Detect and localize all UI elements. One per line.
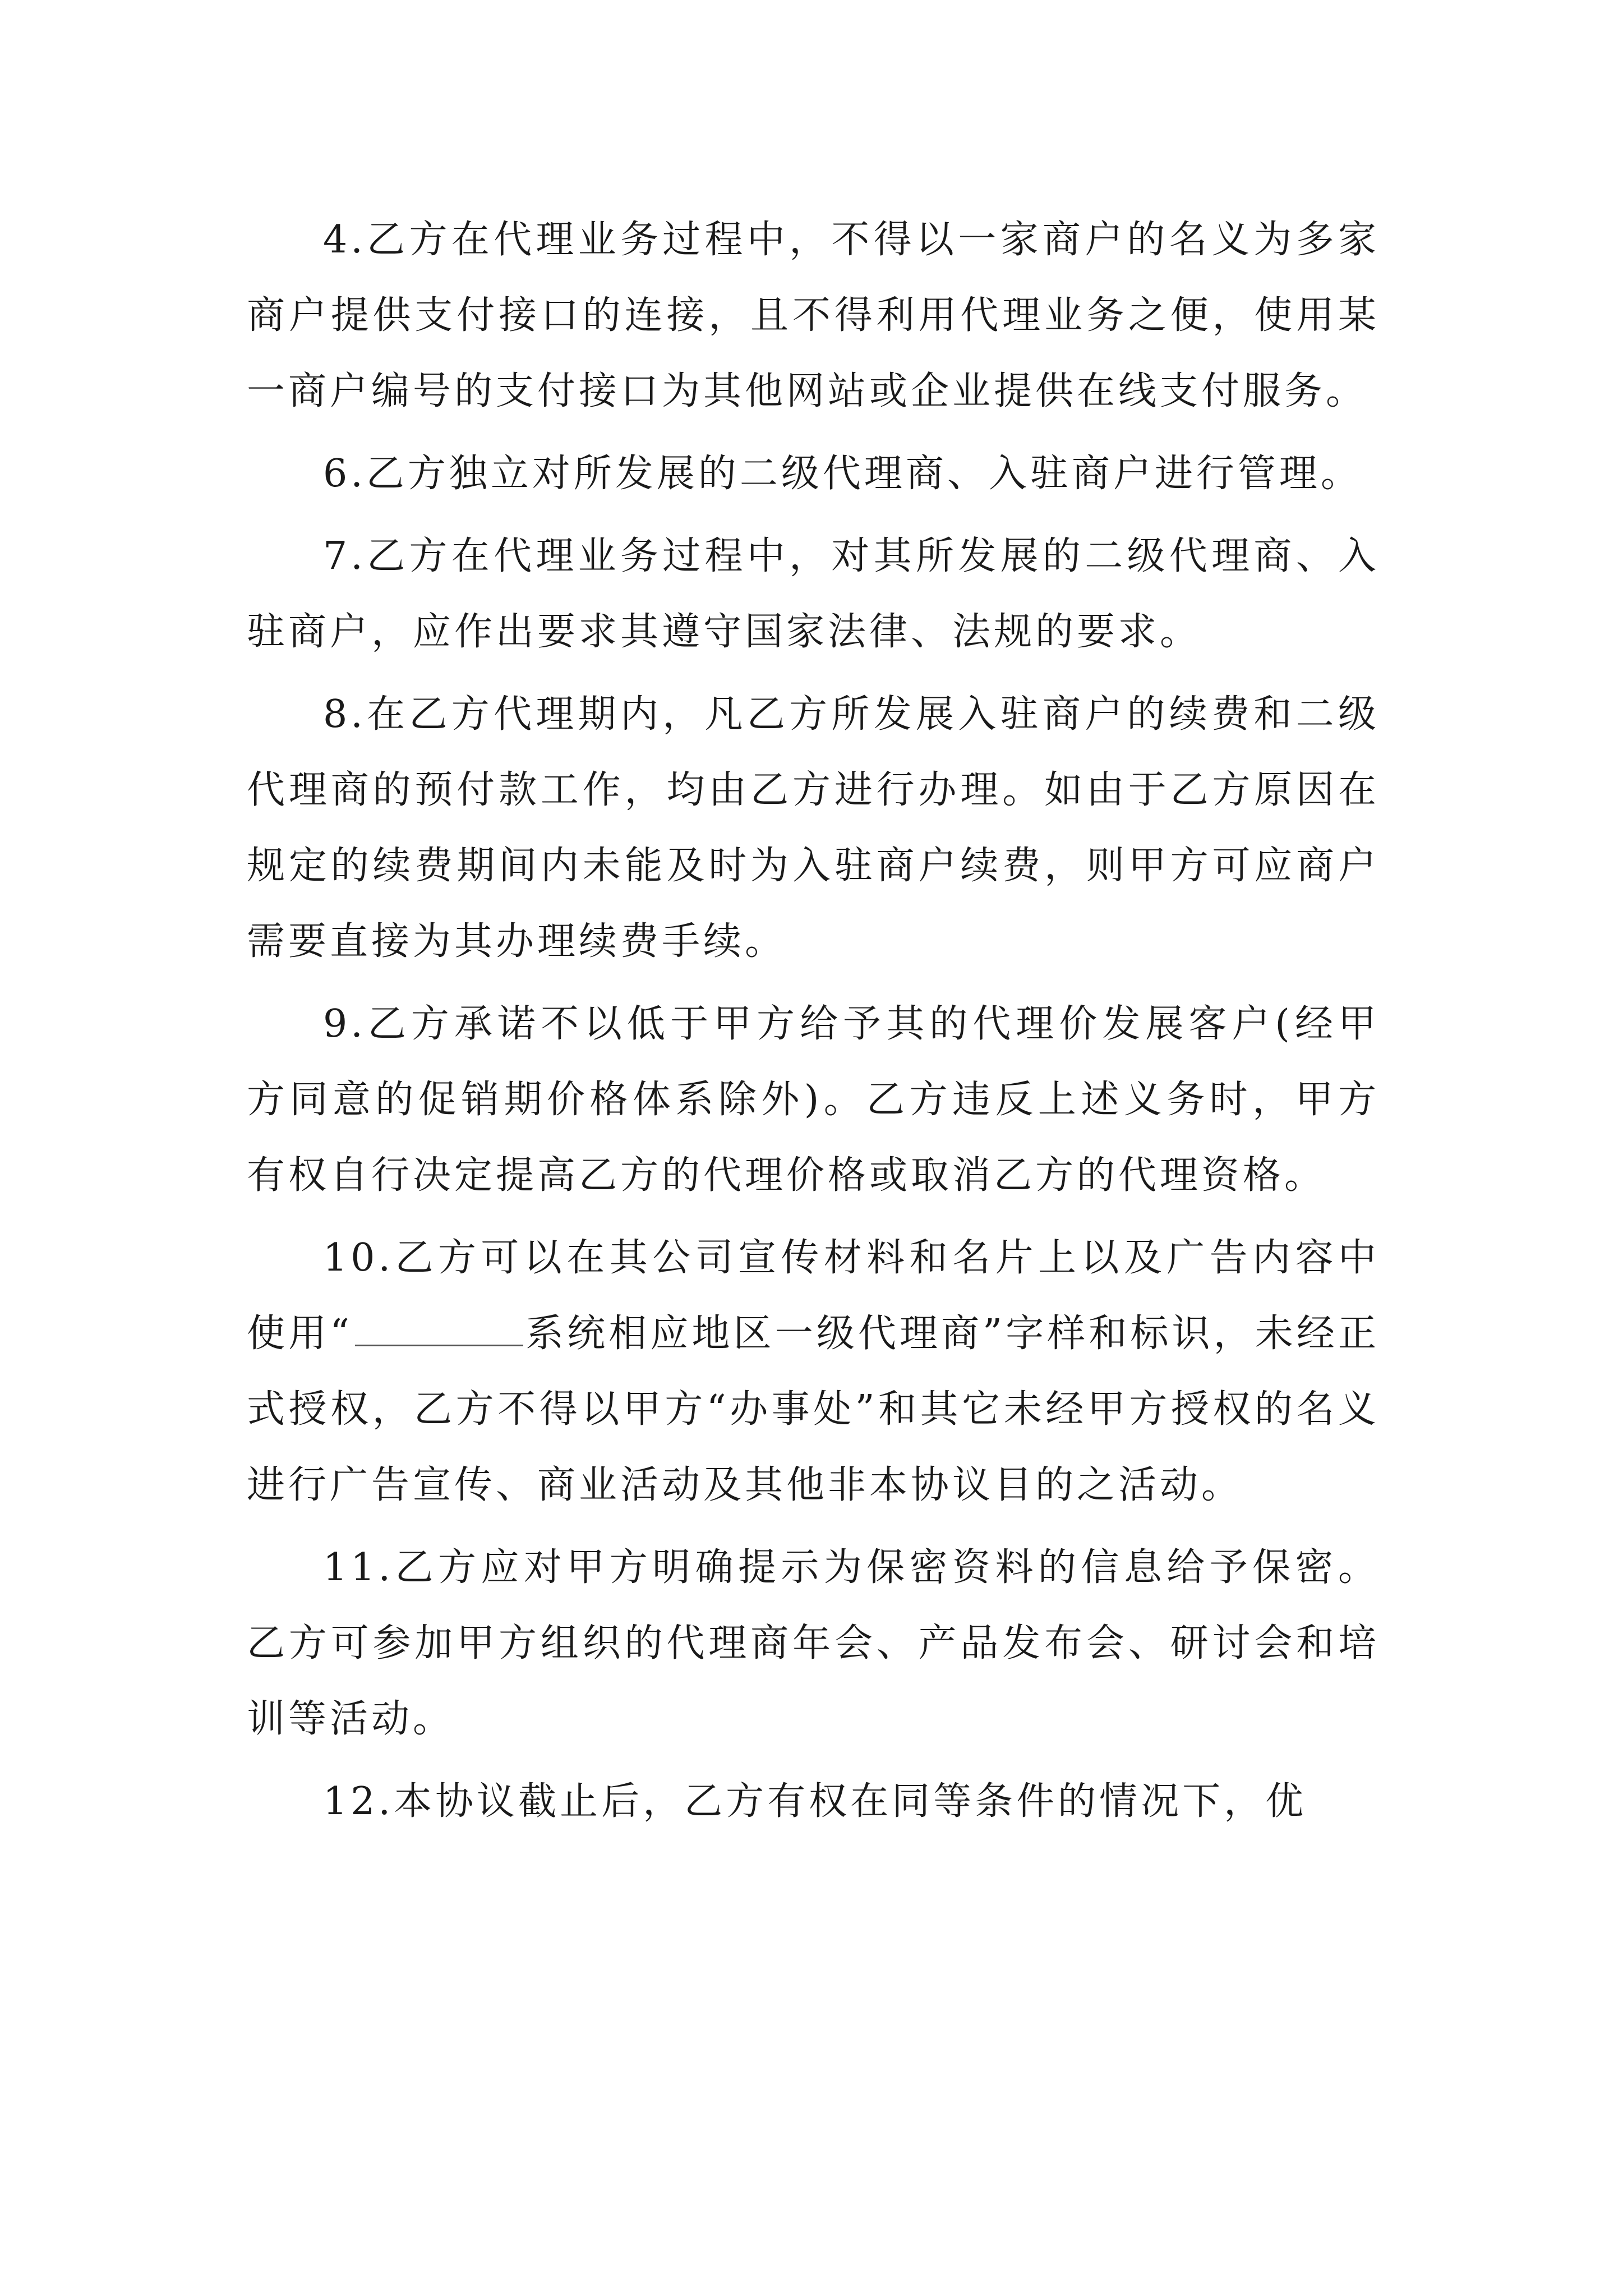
- clause-4: 4.乙方在代理业务过程中，不得以一家商户的名义为多家商户提供支付接口的连接，且不得利用代理业务之便，使用某一商户编号的支付接口为其他网站或企业提供在线支付服务。: [247, 218, 1380, 413]
- clause-6: 6.乙方独立对所发展的二级代理商、入驻商户进行管理。: [323, 452, 1362, 496]
- document-body: [247, 202, 1380, 1846]
- clause-9: 9.乙方承诺不以低于甲方给予其的代理价发展客户(经甲方同意的促销期价格体系除外)。乙方违反上述义务时，甲方有权自行决定提高乙方的代理价格或取消乙方的代理资格。: [247, 1002, 1380, 1198]
- clause-12: 12.本协议截止后，乙方有权在同等条件的情况下，优: [323, 1779, 1307, 1824]
- fill-in-blank: [355, 1344, 523, 1346]
- clause-10-before-blank: 10.乙方可以在其公司宣传材料和名片上以及广告内容中使用“: [247, 1236, 1380, 1356]
- clause-10-after-blank: 系统相应地区一级代理商”字样和标识，未经正式授权，乙方不得以甲方“办事处”和其它未经甲方授权的名义进行广告宣传、商业活动及其他非本协议目的之活动。: [247, 1312, 1380, 1507]
- clause-8: 8.在乙方代理期内，凡乙方所发展入驻商户的续费和二级代理商的预付款工作，均由乙方进行办理。如由于乙方原因在规定的续费期间内未能及时为入驻商户续费，则甲方可应商户需要直接为其办理续费手续。: [247, 692, 1380, 964]
- clause-10: [247, 1220, 1380, 1523]
- clause-7: 7.乙方在代理业务过程中，对其所发展的二级代理商、入驻商户，应作出要求其遵守国家法律、法规的要求。: [247, 534, 1380, 654]
- clause-11: 11.乙方应对甲方明确提示为保密资料的信息给予保密。乙方可参加甲方组织的代理商年会、产品发布会、研讨会和培训等活动。: [247, 1545, 1380, 1741]
